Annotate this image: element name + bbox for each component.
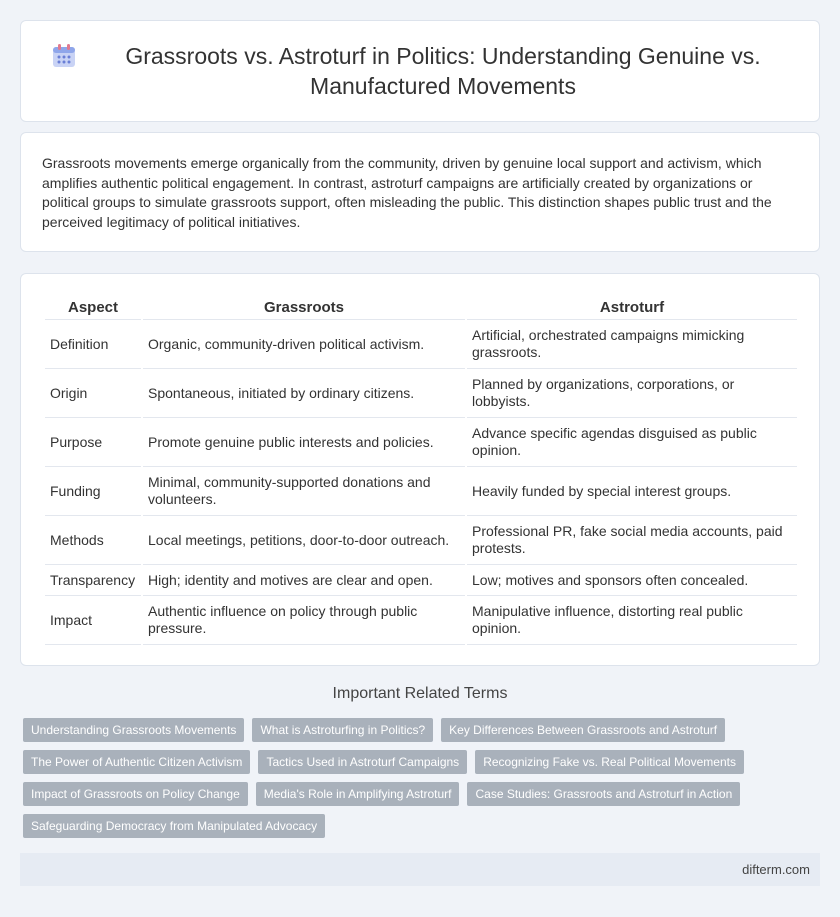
cell-aspect: Purpose <box>45 418 141 467</box>
cell-astroturf: Planned by organizations, corporations, or lobbyists. <box>467 369 797 418</box>
table-row <box>45 369 797 418</box>
cell-grassroots: Spontaneous, initiated by ordinary citizens. <box>143 369 465 418</box>
page-title: Grassroots vs. Astroturf in Politics: Understanding Genuine vs. Manufactured Movements <box>125 43 761 99</box>
header-aspect: Aspect <box>45 294 141 320</box>
header-grassroots: Grassroots <box>143 294 465 320</box>
related-term-tag[interactable]: Key Differences Between Grassroots and Astroturf <box>441 718 725 742</box>
related-term-tag[interactable]: The Power of Authentic Citizen Activism <box>23 750 250 774</box>
related-term-tag[interactable]: Safeguarding Democracy from Manipulated Advocacy <box>23 814 325 838</box>
cell-grassroots: Minimal, community-supported donations and volunteers. <box>143 467 465 516</box>
cell-grassroots: Promote genuine public interests and policies. <box>143 418 465 467</box>
tag-row <box>23 750 823 774</box>
footer-site-link[interactable]: difterm.com <box>742 862 810 877</box>
cell-astroturf: Heavily funded by special interest groups. <box>467 467 797 516</box>
cell-astroturf: Advance specific agendas disguised as public opinion. <box>467 418 797 467</box>
related-term-tag[interactable]: Impact of Grassroots on Policy Change <box>23 782 248 806</box>
header-astroturf: Astroturf <box>467 294 797 320</box>
comparison-table-card <box>20 273 820 666</box>
cell-astroturf: Professional PR, fake social media accounts, paid protests. <box>467 516 797 565</box>
table-row <box>45 418 797 467</box>
table-row <box>45 516 797 565</box>
table-row <box>45 596 797 645</box>
footer <box>20 853 820 886</box>
intro-paragraph: Grassroots movements emerge organically from the community, driven by genuine local support and activism, which amplifies authentic political engagement. In contrast, astroturf campaigns are artificially created by organizations or political groups to simulate grassroots support, often misleading the public. This distinction shapes public trust and the perceived legitimacy of political initiatives. <box>42 155 772 230</box>
cell-grassroots: Organic, community-driven political activism. <box>143 320 465 369</box>
intro-card <box>20 132 820 252</box>
cell-grassroots: High; identity and motives are clear and open. <box>143 565 465 596</box>
table-row <box>45 565 797 596</box>
cell-grassroots: Authentic influence on policy through public pressure. <box>143 596 465 645</box>
cell-aspect: Funding <box>45 467 141 516</box>
related-terms-tags <box>23 718 823 846</box>
related-term-tag[interactable]: Recognizing Fake vs. Real Political Movements <box>475 750 744 774</box>
cell-astroturf: Low; motives and sponsors often concealed. <box>467 565 797 596</box>
cell-aspect: Transparency <box>45 565 141 596</box>
cell-astroturf: Manipulative influence, distorting real public opinion. <box>467 596 797 645</box>
cell-aspect: Impact <box>45 596 141 645</box>
cell-aspect: Origin <box>45 369 141 418</box>
cell-aspect: Methods <box>45 516 141 565</box>
table-row <box>45 467 797 516</box>
related-term-tag[interactable]: Understanding Grassroots Movements <box>23 718 244 742</box>
tag-row <box>23 718 823 742</box>
comparison-table <box>43 294 799 645</box>
cell-aspect: Definition <box>45 320 141 369</box>
related-term-tag[interactable]: Case Studies: Grassroots and Astroturf in Action <box>467 782 740 806</box>
tag-row <box>23 782 823 806</box>
table-row <box>45 320 797 369</box>
related-term-tag[interactable]: What is Astroturfing in Politics? <box>252 718 433 742</box>
header-card <box>20 20 820 122</box>
cell-astroturf: Artificial, orchestrated campaigns mimicking grassroots. <box>467 320 797 369</box>
related-term-tag[interactable]: Tactics Used in Astroturf Campaigns <box>258 750 467 774</box>
related-term-tag[interactable]: Media's Role in Amplifying Astroturf <box>256 782 460 806</box>
calendar-grid-icon <box>51 43 77 69</box>
related-terms-title: Important Related Terms <box>332 685 508 702</box>
cell-grassroots: Local meetings, petitions, door-to-door outreach. <box>143 516 465 565</box>
table-header-row <box>45 294 797 320</box>
tag-row <box>23 814 823 838</box>
